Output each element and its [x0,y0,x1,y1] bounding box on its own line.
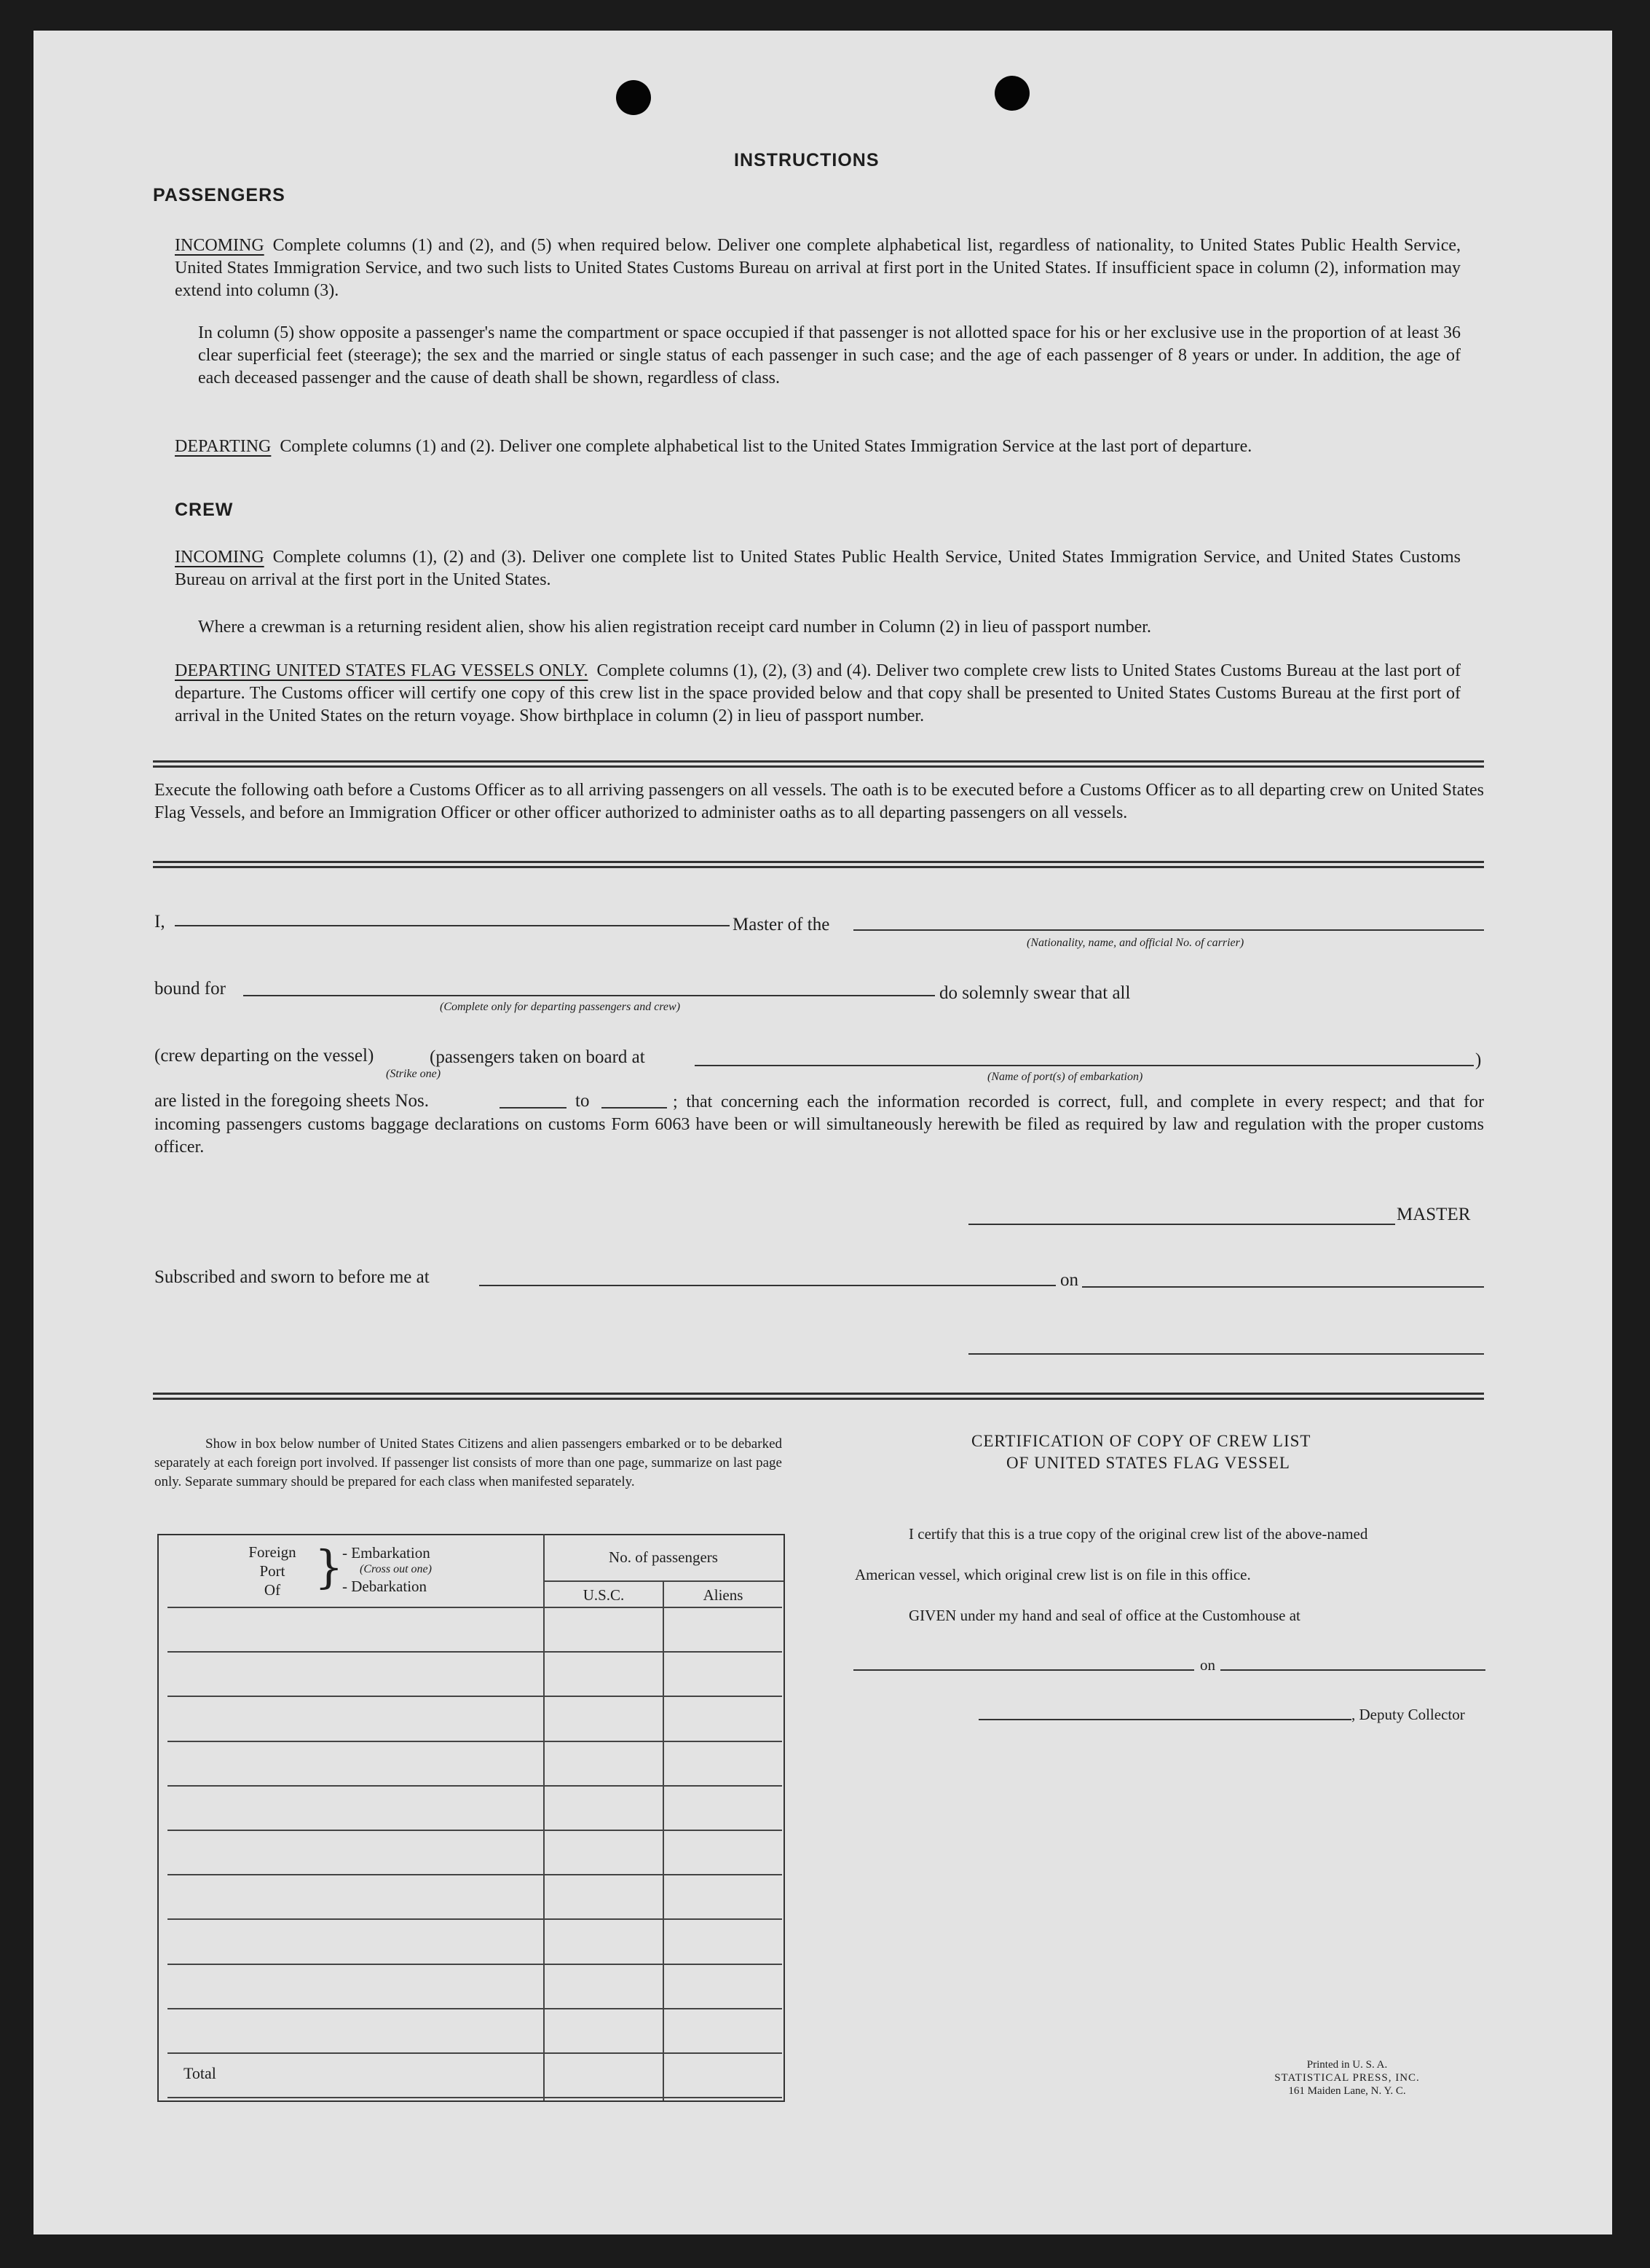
certify-line-2: American vessel, which original crew list is on file in this office. [855,1566,1251,1583]
certification-title-1: CERTIFICATION OF COPY OF CREW LIST [971,1432,1311,1450]
passengers-incoming-text: Complete columns (1) and (2), and (5) when required below. Deliver one complete alphabetical list, regardless of nationality, to United States Public Health Service, United States Immigration Service, and two such lists to United States Customs Bureau on arrival at first port in the United States. If insufficient space in column (2), information may extend into column (3). [175,236,1461,300]
table-row-line [167,1741,782,1742]
embarkation-port-field[interactable] [695,1065,1474,1066]
embarkation-label: - Embarkation [342,1544,430,1562]
master-label: MASTER [1397,1205,1471,1224]
crew-incoming-text: Complete columns (1), (2) and (3). Deliver one complete list to United States Public Health Service, United States Immigration Service, and United States Customs Bureau on arrival at the first port in the United States. [175,548,1461,589]
printer-line-1: Printed in U. S. A. [1306,2059,1388,2071]
master-of-label: Master of the [733,915,830,934]
table-row-line [167,2008,782,2009]
crew-departing-label: DEPARTING UNITED STATES FLAG VESSELS ONLY. [175,661,588,680]
brace-icon: } [315,1540,344,1594]
crew-incoming-label: INCOMING [175,548,264,567]
deputy-collector-label: , Deputy Collector [1351,1706,1465,1723]
usc-header: U.S.C. [583,1586,625,1604]
passengers-taken-option[interactable]: (passengers taken on board at [430,1047,645,1067]
aliens-header: Aliens [703,1586,743,1604]
bound-for-label: bound for [154,979,226,999]
printer-line-3: 161 Maiden Lane, N. Y. C. [1288,2085,1406,2097]
total-label: Total [183,2064,216,2082]
table-row-line [167,1651,782,1653]
table-divider-port [543,1534,545,2100]
printer-line-2: STATISTICAL PRESS, INC. [1274,2072,1420,2084]
foreign-label: Foreign [248,1543,296,1561]
crew-departing-paragraph [175,660,1461,728]
crew-departing-text: Complete columns (1), (2), (3) and (4). Deliver two complete crew lists to United States Customs Bureau at the last port of departure. The Customs officer will certify one copy of this crew list in the space provided below and that copy shall be presented to United States Customs Bureau at the first port of arrival in the United States on the return voyage. Show birthplace in column (2) in lieu of passport number. [175,661,1461,725]
given-line: GIVEN under my hand and seal of office at the Customhouse at [909,1607,1300,1624]
subscribed-date-field[interactable] [1082,1286,1484,1288]
listed-prefix: are listed in the foregoing sheets Nos. [154,1091,429,1111]
port-label: Port [259,1562,285,1580]
master-signature-field[interactable] [968,1224,1395,1225]
table-divider-passengers-header [543,1580,783,1582]
oath-i-label: I, [154,912,165,932]
crew-resident-paragraph: Where a crewman is a returning resident alien, show his alien registration receipt card number in Column (2) in lieu of passport number. [198,618,1151,637]
of-label: Of [264,1581,281,1599]
certification-date-field[interactable] [1220,1669,1485,1671]
table-row-line [167,1918,782,1920]
passengers-departing-label: DEPARTING [175,437,272,456]
certification-on-label: on [1200,1656,1215,1674]
passengers-heading: PASSENGERS [153,185,285,205]
punch-hole-left [616,80,651,115]
crew-departing-option[interactable]: (crew departing on the vessel) [154,1046,374,1066]
table-header-bottom [167,1607,782,1608]
close-paren: ) [1475,1050,1482,1070]
customhouse-field[interactable] [853,1669,1194,1671]
carrier-field[interactable] [853,929,1484,931]
instructions-title: INSTRUCTIONS [734,150,880,170]
table-divider-usc [663,1580,664,2100]
table-row-line [167,1874,782,1875]
table-row-line [167,1696,782,1697]
passengers-departing-paragraph [175,436,1461,458]
passengers-incoming-paragraph [175,235,1461,302]
table-row-line [167,1785,782,1787]
certification-title-2: OF UNITED STATES FLAG VESSEL [1006,1454,1290,1472]
oath-intro-paragraph: Execute the following oath before a Customs Officer as to all arriving passengers on all vessels. The oath is to be executed before a Customs Officer as to all departing crew on United States Flag Vessels, and before an Immigration Officer or other officer authorized to administer oaths as to all departing passengers on all vessels. [154,781,1484,822]
carrier-caption: (Nationality, name, and official No. of carrier) [1027,937,1244,949]
debarkation-label: - Debarkation [342,1578,427,1595]
strike-one-caption: (Strike one) [386,1068,441,1080]
passengers-departing-text: Complete columns (1) and (2). Deliver one complete alphabetical list to the United States Immigration Service at the last port of departure. [280,437,1252,456]
bound-for-field[interactable] [243,995,935,996]
divider-1 [153,760,1484,768]
listed-text: ; that concerning each the information recorded is correct, full, and complete in every respect; and that for incoming passengers customs baggage declarations on customs Form 6063 have been or will simultaneously herewith be filed as required by law and regulation with the proper customs officer. [154,1092,1484,1157]
crew-incoming-paragraph [175,546,1461,591]
master-name-field[interactable] [175,925,730,926]
table-row-line [167,1830,782,1831]
cross-out-caption: (Cross out one) [360,1563,432,1575]
table-row-line [167,2052,782,2054]
summary-table [157,1534,785,2102]
crew-heading: CREW [175,500,234,520]
printer-imprint [1238,2058,1456,2098]
punch-hole-right [995,76,1030,111]
deputy-signature-field[interactable] [979,1719,1351,1720]
passengers-incoming-label: INCOMING [175,236,264,255]
summary-instruction: Show in box below number of United States Citizens and alien passengers embarked or to be debarked separately at each foreign port involved. If passenger list consists of more than one page, summarize on last page only. Separate summary should be prepared for each class when manifested separately. [154,1436,782,1489]
listed-paragraph [154,1091,1484,1159]
foreign-port-of [232,1543,313,1599]
subscribed-label: Subscribed and sworn to before me at [154,1267,430,1287]
certify-line-1: I certify that this is a true copy of the original crew list of the above-named [909,1525,1368,1543]
to-label: to [575,1091,590,1111]
table-row-line [167,2097,782,2098]
port-caption: (Name of port(s) of embarkation) [987,1071,1143,1083]
table-row-line [167,1964,782,1965]
divider-3 [153,1393,1484,1400]
divider-2 [153,861,1484,868]
subscribed-on-label: on [1060,1270,1078,1290]
swear-label: do solemnly swear that all [939,983,1131,1003]
no-passengers-header: No. of passengers [609,1548,718,1566]
bound-for-caption: (Complete only for departing passengers and crew) [440,1001,681,1013]
subscribed-place-field[interactable] [479,1285,1056,1286]
officer-signature-field[interactable] [968,1353,1484,1355]
column5-paragraph: In column (5) show opposite a passenger's name the compartment or space occupied if that passenger is not allotted space for his or her exclusive use in the proportion of at least 36 clear superficial feet (steerage); the sex and the married or single status of each passenger in such case; and the age of each passenger of 8 years or under. In addition, the age of each deceased passenger and the cause of death shall be shown, regardless of class. [198,323,1461,387]
